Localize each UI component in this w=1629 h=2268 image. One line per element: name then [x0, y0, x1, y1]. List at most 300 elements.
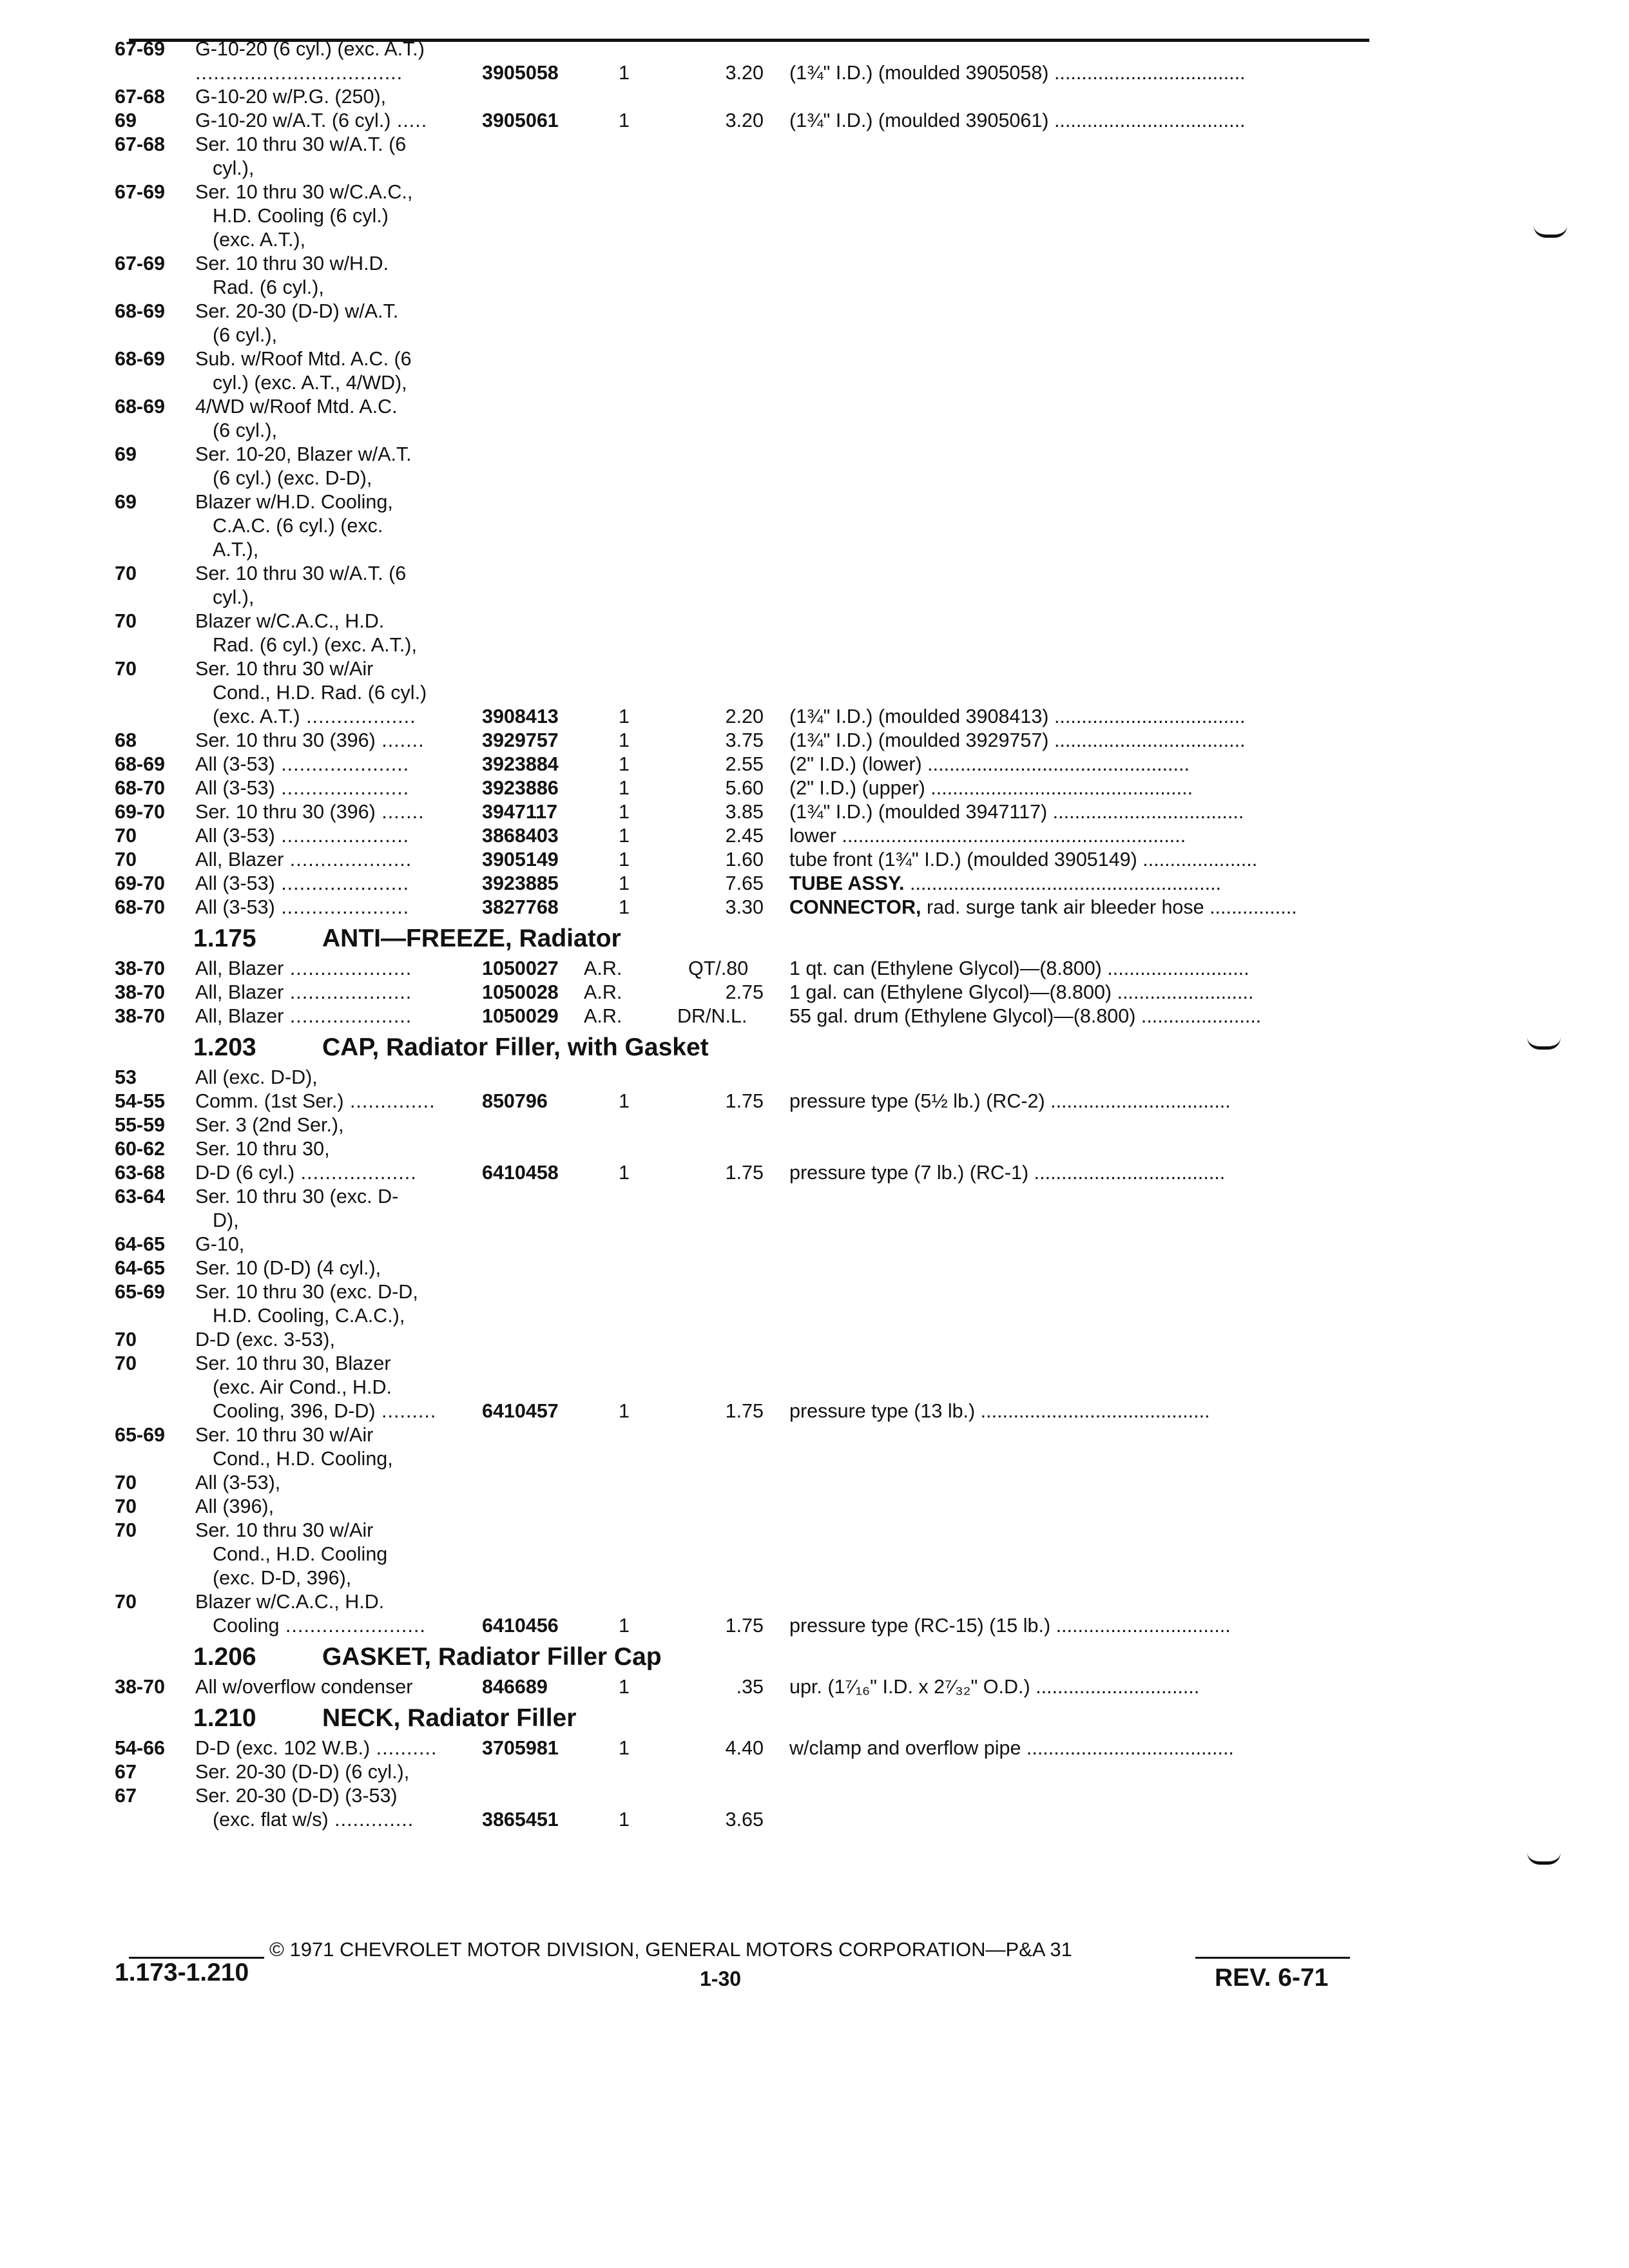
model-years: 67-69	[115, 181, 166, 203]
leader-dots: ....................	[284, 1005, 412, 1027]
remark-text: (2" I.D.) (lower)	[789, 753, 922, 775]
application-description	[195, 1066, 318, 1089]
application-description	[195, 1590, 384, 1613]
description-text: Cond., H.D. Cooling	[213, 1543, 388, 1565]
leader-dots: .........................	[1112, 981, 1254, 1003]
description-text: All (3-53),	[195, 1472, 281, 1494]
application-description	[195, 872, 409, 895]
table-row	[0, 180, 1629, 204]
leader-dots: ...................................	[1048, 110, 1246, 131]
application-description	[213, 1304, 405, 1327]
model-years: 38-70	[115, 957, 166, 979]
leader-dots: .....................	[275, 896, 410, 918]
model-years: 63-68	[115, 1162, 166, 1184]
quantity: 1	[619, 1676, 630, 1698]
leader-dots: .....................	[275, 753, 410, 775]
table-row	[0, 490, 1629, 514]
application-description	[195, 800, 425, 823]
remark-text: upr. (1⁷⁄₁₆" I.D. x 2⁷⁄₃₂" O.D.)	[789, 1676, 1030, 1698]
remarks	[789, 1090, 1231, 1113]
application-description	[195, 1519, 373, 1542]
application-description	[213, 1566, 351, 1590]
application-description	[195, 1137, 330, 1160]
part-number: 3827768	[482, 896, 559, 918]
description-text: (exc. A.T.)	[213, 706, 300, 727]
part-number: 6410458	[482, 1162, 559, 1184]
leader-dots: ...................	[294, 1162, 417, 1184]
model-years: 38-70	[115, 1005, 166, 1027]
list-price: 7.65	[725, 872, 764, 894]
description-text: Ser. 10 thru 30 w/Air	[195, 658, 374, 680]
application-description	[213, 419, 277, 442]
leader-dots: ................	[1204, 896, 1297, 918]
part-number: 1050027	[482, 957, 559, 979]
application-description	[213, 681, 427, 704]
application-description	[195, 1113, 344, 1137]
application-description	[195, 957, 412, 980]
table-row	[0, 85, 1629, 108]
application-description	[213, 1399, 436, 1423]
remark-text: (1¾" I.D.) (moulded 3905058)	[789, 62, 1049, 84]
table-row	[0, 1004, 1629, 1028]
remarks	[789, 824, 1186, 847]
quantity: 1	[619, 753, 630, 775]
footer-revision: REV. 6-71	[1215, 1964, 1329, 1992]
application-description	[213, 1808, 414, 1831]
description-text: Rad. (6 cyl.),	[213, 276, 324, 298]
remarks	[789, 981, 1253, 1004]
section-heading	[193, 1643, 662, 1671]
leader-dots: ...................................	[1048, 706, 1246, 727]
remark-text: lower	[789, 825, 836, 847]
table-row	[0, 157, 1629, 180]
application-description	[195, 776, 409, 800]
table-row	[0, 347, 1629, 370]
part-number: 3865451	[482, 1809, 559, 1831]
leader-dots: .................................	[1045, 1090, 1231, 1112]
list-price: 1.75	[725, 1400, 764, 1422]
model-years: 70	[115, 825, 137, 847]
description-text: All, Blazer	[195, 1005, 284, 1027]
description-text: Ser. 10 thru 30,	[195, 1138, 330, 1160]
description-text: All (3-53)	[195, 777, 275, 799]
application-description	[195, 252, 389, 275]
description-text: Blazer w/C.A.C., H.D.	[195, 1591, 385, 1613]
quantity: DR/N.L.	[677, 1005, 747, 1027]
remarks	[789, 729, 1246, 752]
table-row	[0, 1304, 1629, 1327]
description-text: Ser. 10 thru 30 (396)	[195, 801, 376, 823]
list-price: 3.65	[725, 1809, 764, 1831]
leader-dots: .......	[375, 801, 425, 823]
leader-dots: .......................	[279, 1615, 426, 1637]
table-row	[0, 276, 1629, 299]
application-description	[213, 371, 407, 394]
model-years: 67-69	[115, 38, 166, 60]
description-text: 4/WD w/Roof Mtd. A.C.	[195, 396, 398, 418]
remark-text: 1 gal. can (Ethylene Glycol)—(8.800)	[789, 981, 1112, 1003]
application-description	[213, 1209, 239, 1232]
leader-dots: ...................................	[1048, 62, 1246, 84]
description-text: Ser. 10 thru 30 w/Air	[195, 1519, 374, 1541]
quantity: 1	[619, 1615, 630, 1637]
application-description	[195, 896, 409, 919]
table-row	[0, 1233, 1629, 1256]
model-years: 67-68	[115, 86, 166, 108]
table-row	[0, 1256, 1629, 1280]
application-description	[195, 1090, 436, 1113]
remark-text: pressure type (RC-15) (15 lb.)	[789, 1615, 1051, 1637]
description-text: Ser. 3 (2nd Ser.),	[195, 1114, 344, 1136]
leader-dots: ..................................	[195, 62, 403, 84]
remarks	[789, 1399, 1210, 1423]
model-years: 69	[115, 491, 137, 513]
application-description	[213, 705, 416, 728]
part-number: 850796	[482, 1090, 548, 1112]
table-row	[0, 538, 1629, 561]
description-text: D-D (exc. 102 W.B.)	[195, 1737, 371, 1759]
leader-dots: ......................	[1135, 1005, 1262, 1027]
binder-tick-mark	[1527, 1037, 1561, 1050]
table-row	[0, 1590, 1629, 1613]
table-row	[0, 1328, 1629, 1351]
model-years: 67-68	[115, 133, 166, 155]
application-description	[213, 1447, 393, 1470]
quantity: 1	[619, 729, 630, 751]
table-row	[0, 681, 1629, 704]
application-description	[195, 1784, 398, 1807]
table-row	[0, 633, 1629, 657]
table-row	[0, 872, 1629, 895]
leader-dots: .......	[375, 729, 425, 751]
list-price: 3.85	[725, 801, 764, 823]
list-price: 1.75	[725, 1162, 764, 1184]
model-years: 55-59	[115, 1114, 166, 1136]
description-text: Cond., H.D. Rad. (6 cyl.)	[213, 682, 427, 704]
description-text: D),	[213, 1209, 239, 1231]
table-row	[0, 37, 1629, 61]
model-years: 70	[115, 1495, 137, 1517]
part-number: 3947117	[482, 801, 558, 823]
leader-dots: ....................	[284, 957, 412, 979]
footer-rule-right	[1195, 1957, 1350, 1959]
part-number: 3929757	[482, 729, 559, 751]
description-text: Ser. 10 thru 30, Blazer	[195, 1352, 391, 1374]
quantity: 1	[619, 110, 630, 131]
description-text: All (3-53)	[195, 872, 275, 894]
description-text: H.D. Cooling, C.A.C.),	[213, 1305, 405, 1327]
table-row	[0, 1090, 1629, 1113]
table-row	[0, 1566, 1629, 1590]
part-number: 3905061	[482, 110, 559, 131]
description-text: Ser. 10 thru 30 w/C.A.C.,	[195, 181, 413, 203]
table-row	[0, 1376, 1629, 1399]
remark-heading: CONNECTOR,	[789, 896, 921, 918]
application-description	[213, 514, 383, 537]
description-text: H.D. Cooling (6 cyl.)	[213, 205, 389, 227]
leader-dots: ..............	[343, 1090, 436, 1112]
leader-dots: ..............................	[1030, 1676, 1200, 1698]
section-title: ANTI—FREEZE, Radiator	[322, 925, 621, 952]
table-row	[0, 371, 1629, 394]
model-years: 68	[115, 729, 137, 751]
description-text: G-10,	[195, 1233, 245, 1255]
list-price: 1.60	[725, 849, 764, 870]
table-row	[0, 1066, 1629, 1089]
model-years: 64-65	[115, 1233, 166, 1255]
table-row	[0, 1185, 1629, 1208]
table-row	[0, 133, 1629, 156]
remarks	[789, 872, 1221, 895]
quantity: 1	[619, 801, 630, 823]
section-heading	[193, 1033, 709, 1062]
application-description	[195, 300, 398, 323]
model-years: 65-69	[115, 1281, 166, 1303]
application-description	[195, 1352, 390, 1375]
part-number: 1050029	[482, 1005, 559, 1027]
remarks	[789, 1736, 1234, 1760]
description-text: cyl.),	[213, 586, 255, 608]
model-years: 70	[115, 610, 137, 632]
application-description	[213, 466, 372, 490]
description-text: Ser. 20-30 (D-D) w/A.T.	[195, 300, 399, 322]
description-text: All (3-53)	[195, 825, 275, 847]
table-row	[0, 981, 1629, 1004]
quantity: 1	[619, 1162, 630, 1184]
remark-text: 1 qt. can (Ethylene Glycol)—(8.800)	[789, 957, 1102, 979]
quantity: 1	[619, 1737, 630, 1759]
quantity: 1	[619, 1090, 630, 1112]
model-years: 70	[115, 1519, 137, 1541]
description-text: Blazer w/H.D. Cooling,	[195, 491, 393, 513]
model-years: 67-69	[115, 253, 166, 274]
remark-text: (2" I.D.) (upper)	[789, 777, 925, 799]
description-text: cyl.),	[213, 157, 255, 179]
table-row	[0, 1495, 1629, 1518]
table-row	[0, 1137, 1629, 1160]
remark-text: pressure type (7 lb.) (RC-1)	[789, 1162, 1029, 1184]
footer-section-range: 1.173-1.210	[115, 1959, 249, 1986]
model-years: 63-64	[115, 1186, 166, 1207]
leader-dots: .....................	[275, 825, 410, 847]
remark-text: (1¾" I.D.) (moulded 3908413)	[789, 706, 1049, 727]
list-price: 2.75	[725, 981, 764, 1003]
list-price: 3.20	[725, 62, 764, 84]
description-text: G-10-20 w/A.T. (6 cyl.)	[195, 110, 391, 131]
application-description	[195, 1161, 417, 1184]
remark-text: pressure type (13 lb.)	[789, 1400, 976, 1422]
list-price: 2.55	[725, 753, 764, 775]
remarks	[789, 753, 1190, 776]
table-row	[0, 1736, 1629, 1760]
remarks	[789, 109, 1246, 132]
quantity-suffix: A.R.	[584, 957, 622, 979]
description-text: Sub. w/Roof Mtd. A.C. (6	[195, 348, 412, 370]
application-description	[195, 1004, 412, 1028]
description-text: Ser. 20-30 (D-D) (3-53)	[195, 1785, 398, 1807]
list-price: 2.45	[725, 825, 764, 847]
model-years: 67	[115, 1761, 137, 1783]
part-number: 3705981	[482, 1737, 559, 1759]
table-row	[0, 753, 1629, 776]
model-years: 69-70	[115, 872, 166, 894]
table-row	[0, 514, 1629, 537]
table-row	[0, 228, 1629, 251]
remark-text: (1¾" I.D.) (moulded 3905061)	[789, 110, 1049, 131]
model-years: 54-66	[115, 1737, 166, 1759]
leader-dots: ..........................	[1101, 957, 1249, 979]
model-years: 69	[115, 443, 137, 465]
application-description	[195, 133, 406, 156]
table-row	[0, 1519, 1629, 1542]
description-text: All (3-53)	[195, 896, 275, 918]
quantity: 1	[619, 777, 630, 799]
description-text: All, Blazer	[195, 957, 284, 979]
leader-dots: ..........................................	[975, 1400, 1210, 1422]
application-description	[195, 1280, 418, 1303]
section-number: 1.210	[193, 1704, 256, 1732]
description-text: D-D (6 cyl.)	[195, 1162, 295, 1184]
leader-dots: .....	[390, 110, 428, 131]
quantity: 1	[619, 896, 630, 918]
description-text: Ser. 10 thru 30 w/A.T. (6	[195, 133, 407, 155]
model-years: 60-62	[115, 1138, 166, 1160]
description-text: cyl.) (exc. A.T., 4/WD),	[213, 372, 407, 394]
table-row	[0, 562, 1629, 585]
table-row	[0, 1447, 1629, 1470]
table-row	[0, 323, 1629, 347]
description-text: (exc. Air Cond., H.D.	[213, 1376, 392, 1398]
part-number: 1050028	[482, 981, 559, 1003]
leader-dots: .....................	[275, 777, 410, 799]
section-title: NECK, Radiator Filler	[322, 1704, 577, 1732]
part-number: 3908413	[482, 706, 559, 727]
application-description	[213, 1614, 426, 1637]
application-description	[195, 1675, 412, 1698]
description-text: Ser. 10 (D-D) (4 cyl.),	[195, 1257, 381, 1279]
table-row	[0, 1423, 1629, 1446]
application-description	[195, 1760, 409, 1783]
application-description	[195, 109, 427, 132]
remark-text: (1¾" I.D.) (moulded 3929757)	[789, 729, 1049, 751]
description-text: (exc. flat w/s)	[213, 1809, 329, 1831]
model-years: 69-70	[115, 801, 166, 823]
description-text: All, Blazer	[195, 981, 284, 1003]
description-text: (6 cyl.),	[213, 419, 277, 441]
description-text: Comm. (1st Ser.)	[195, 1090, 344, 1112]
quantity: 1	[619, 849, 630, 870]
description-text: Ser. 10 thru 30 w/Air	[195, 1424, 374, 1446]
description-text: Ser. 10 thru 30 w/A.T. (6	[195, 562, 407, 584]
model-years: 65-69	[115, 1424, 166, 1446]
part-number: 6410457	[482, 1400, 559, 1422]
leader-dots: ...............................................................	[836, 825, 1186, 847]
application-description	[195, 753, 409, 776]
remarks	[789, 776, 1193, 800]
list-price: 2.20	[725, 706, 764, 727]
remarks	[789, 848, 1257, 871]
quantity: 1	[619, 1809, 630, 1831]
description-text: (exc. A.T.),	[213, 229, 306, 251]
description-text: G-10-20 w/P.G. (250),	[195, 86, 387, 108]
model-years: 68-69	[115, 300, 166, 322]
application-description	[213, 538, 258, 561]
quantity-suffix: A.R.	[584, 981, 622, 1003]
quantity: 1	[619, 1400, 630, 1422]
application-description	[195, 729, 425, 752]
section-heading	[193, 1704, 576, 1733]
model-years: 70	[115, 1472, 137, 1494]
application-description	[195, 1185, 398, 1208]
description-text: Rad. (6 cyl.) (exc. A.T.),	[213, 634, 417, 656]
application-description	[195, 562, 406, 585]
description-text: All (3-53)	[195, 753, 275, 775]
application-description	[195, 1233, 244, 1256]
table-row	[0, 300, 1629, 323]
description-text: All w/overflow condenser	[195, 1676, 413, 1698]
table-row	[0, 705, 1629, 728]
description-text: All (exc. D-D),	[195, 1066, 318, 1088]
leader-dots: ................................................	[921, 753, 1190, 775]
application-description	[195, 180, 412, 204]
part-number: 846689	[482, 1676, 548, 1698]
section-number: 1.203	[193, 1033, 256, 1061]
section-title: GASKET, Radiator Filler Cap	[322, 1643, 662, 1671]
table-row	[0, 729, 1629, 752]
table-row	[0, 957, 1629, 980]
remark-text: rad. surge tank air bleeder hose	[921, 896, 1204, 918]
application-description	[195, 443, 412, 466]
table-row	[0, 1784, 1629, 1807]
leader-dots: .........	[375, 1400, 437, 1422]
description-text: Cooling	[213, 1615, 280, 1637]
remarks	[789, 1614, 1231, 1637]
list-price: 3.75	[725, 729, 764, 751]
description-text: Ser. 20-30 (D-D) (6 cyl.),	[195, 1761, 410, 1783]
application-description	[213, 276, 324, 299]
table-row	[0, 896, 1629, 919]
model-years: 70	[115, 1591, 137, 1613]
remarks	[789, 896, 1297, 919]
application-description	[195, 657, 373, 680]
application-description	[213, 157, 254, 180]
description-text: C.A.C. (6 cyl.) (exc.	[213, 515, 383, 537]
model-years: 70	[115, 849, 137, 870]
model-years: 70	[115, 1352, 137, 1374]
description-text: Ser. 10 thru 30 (396)	[195, 729, 376, 751]
part-number: 6410456	[482, 1615, 559, 1637]
description-text: G-10-20 (6 cyl.) (exc. A.T.)	[195, 38, 425, 60]
model-years: 69	[115, 110, 137, 131]
application-description	[213, 204, 389, 227]
description-text: Ser. 10-20, Blazer w/A.T.	[195, 443, 412, 465]
list-price: 3.30	[725, 896, 764, 918]
leader-dots: .............	[328, 1809, 414, 1831]
leader-dots: ..........	[370, 1737, 438, 1759]
part-number: 3923884	[482, 753, 559, 775]
table-row	[0, 1280, 1629, 1303]
remarks	[789, 1161, 1225, 1184]
application-description	[195, 395, 398, 418]
table-row	[0, 1471, 1629, 1494]
application-description	[195, 1471, 280, 1494]
description-text: Blazer w/C.A.C., H.D.	[195, 610, 385, 632]
leader-dots: .....................	[275, 872, 410, 894]
leader-dots: ...................................	[1047, 801, 1244, 823]
section-heading	[193, 925, 621, 953]
part-number: 3923885	[482, 872, 559, 894]
application-description	[195, 848, 412, 871]
